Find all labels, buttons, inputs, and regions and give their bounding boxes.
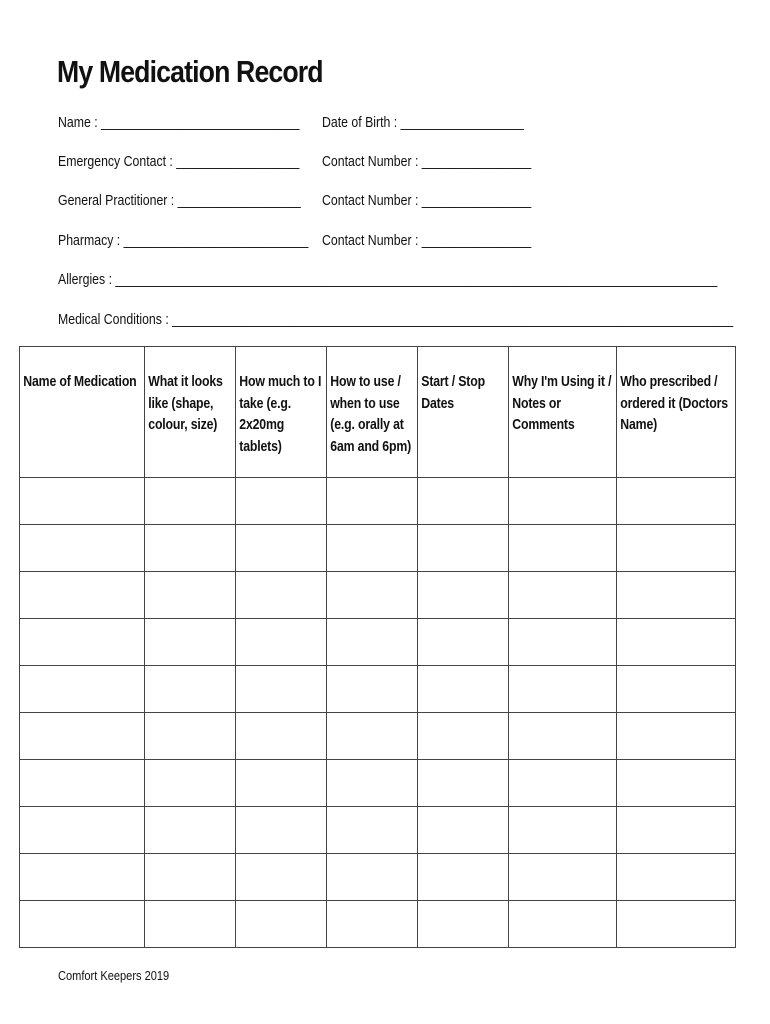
table-cell[interactable] — [509, 854, 617, 901]
header-how-to-use: How to use / when to use (e.g. orally at 6am and 6pm) — [327, 347, 418, 478]
table-cell[interactable] — [509, 901, 617, 948]
table-row — [20, 525, 736, 572]
table-cell[interactable] — [236, 478, 327, 525]
table-cell[interactable] — [20, 525, 145, 572]
emergency-contact-field[interactable]: Emergency Contact : __________________ — [58, 153, 300, 170]
table-cell[interactable] — [145, 619, 236, 666]
table-cell[interactable] — [327, 619, 418, 666]
table-cell[interactable] — [236, 525, 327, 572]
table-cell[interactable] — [327, 525, 418, 572]
name-field[interactable]: Name : _____________________________ — [58, 114, 300, 131]
table-cell[interactable] — [20, 807, 145, 854]
table-cell[interactable] — [236, 619, 327, 666]
table-row — [20, 760, 736, 807]
medication-table — [19, 346, 736, 948]
table-row — [20, 572, 736, 619]
table-row — [20, 854, 736, 901]
table-cell[interactable] — [20, 760, 145, 807]
table-cell[interactable] — [145, 666, 236, 713]
table-cell[interactable] — [617, 666, 736, 713]
table-cell[interactable] — [327, 807, 418, 854]
table-cell[interactable] — [145, 854, 236, 901]
table-cell[interactable] — [327, 666, 418, 713]
gp-field[interactable]: General Practitioner : __________________ — [58, 192, 301, 209]
table-cell[interactable] — [145, 525, 236, 572]
footer-text: Comfort Keepers 2019 — [58, 968, 170, 983]
table-cell[interactable] — [327, 760, 418, 807]
table-cell[interactable] — [418, 713, 509, 760]
table-cell[interactable] — [145, 807, 236, 854]
table-row — [20, 901, 736, 948]
header-who-prescribed: Who prescribed / ordered it (Doctors Name) — [617, 347, 736, 478]
table-cell[interactable] — [418, 807, 509, 854]
table-cell[interactable] — [236, 713, 327, 760]
pharmacy-field[interactable]: Pharmacy : ___________________________ — [58, 232, 309, 249]
table-cell[interactable] — [617, 525, 736, 572]
table-cell[interactable] — [327, 572, 418, 619]
table-cell[interactable] — [509, 478, 617, 525]
allergies-field[interactable]: Allergies : ________________________________________________________________________________________ — [58, 271, 718, 288]
table-cell[interactable] — [145, 478, 236, 525]
emergency-contact-number-field[interactable]: Contact Number : ________________ — [322, 153, 532, 170]
table-cell[interactable] — [418, 572, 509, 619]
table-cell[interactable] — [236, 901, 327, 948]
header-how-much-to-take: How much to I take (e.g. 2x20mg tablets) — [236, 347, 327, 478]
table-header-row — [20, 347, 736, 478]
page-title: My Medication Record — [57, 54, 323, 89]
table-cell[interactable] — [509, 760, 617, 807]
table-cell[interactable] — [418, 854, 509, 901]
table-cell[interactable] — [327, 478, 418, 525]
table-cell[interactable] — [236, 854, 327, 901]
table-cell[interactable] — [509, 619, 617, 666]
table-body — [20, 478, 736, 948]
table-cell[interactable] — [617, 572, 736, 619]
table-row — [20, 478, 736, 525]
table-cell[interactable] — [20, 572, 145, 619]
table-cell[interactable] — [145, 572, 236, 619]
table-cell[interactable] — [509, 572, 617, 619]
header-why-notes: Why I'm Using it / Notes or Comments — [509, 347, 617, 478]
table-cell[interactable] — [617, 713, 736, 760]
table-cell[interactable] — [418, 901, 509, 948]
table-cell[interactable] — [236, 760, 327, 807]
table-cell[interactable] — [20, 901, 145, 948]
table-cell[interactable] — [236, 666, 327, 713]
table-cell[interactable] — [509, 525, 617, 572]
table-cell[interactable] — [418, 666, 509, 713]
table-cell[interactable] — [418, 619, 509, 666]
table-cell[interactable] — [145, 713, 236, 760]
dob-field[interactable]: Date of Birth : __________________ — [322, 114, 524, 131]
table-cell[interactable] — [145, 901, 236, 948]
table-row — [20, 807, 736, 854]
table-cell[interactable] — [327, 854, 418, 901]
pharmacy-contact-number-field[interactable]: Contact Number : ________________ — [322, 232, 532, 249]
table-row — [20, 713, 736, 760]
table-cell[interactable] — [20, 478, 145, 525]
table-cell[interactable] — [327, 901, 418, 948]
table-row — [20, 666, 736, 713]
table-cell[interactable] — [236, 572, 327, 619]
table-cell[interactable] — [509, 807, 617, 854]
table-cell[interactable] — [617, 807, 736, 854]
table-row — [20, 619, 736, 666]
table-cell[interactable] — [20, 619, 145, 666]
header-what-it-looks-like: What it looks like (shape, colour, size) — [145, 347, 236, 478]
table-cell[interactable] — [617, 478, 736, 525]
table-cell[interactable] — [509, 666, 617, 713]
table-cell[interactable] — [20, 854, 145, 901]
table-cell[interactable] — [20, 666, 145, 713]
table-cell[interactable] — [418, 760, 509, 807]
table-cell[interactable] — [617, 854, 736, 901]
table-cell[interactable] — [418, 478, 509, 525]
header-name-of-medication: Name of Medication — [20, 347, 145, 478]
table-cell[interactable] — [617, 901, 736, 948]
medical-conditions-field[interactable]: Medical Conditions : __________________________________________________________________________________ — [58, 311, 734, 328]
table-cell[interactable] — [327, 713, 418, 760]
table-cell[interactable] — [509, 713, 617, 760]
gp-contact-number-field[interactable]: Contact Number : ________________ — [322, 192, 532, 209]
table-cell[interactable] — [617, 760, 736, 807]
header-start-stop-dates: Start / Stop Dates — [418, 347, 509, 478]
table-cell[interactable] — [145, 760, 236, 807]
table-cell[interactable] — [617, 619, 736, 666]
table-cell[interactable] — [418, 525, 509, 572]
table-cell[interactable] — [236, 807, 327, 854]
table-cell[interactable] — [20, 713, 145, 760]
